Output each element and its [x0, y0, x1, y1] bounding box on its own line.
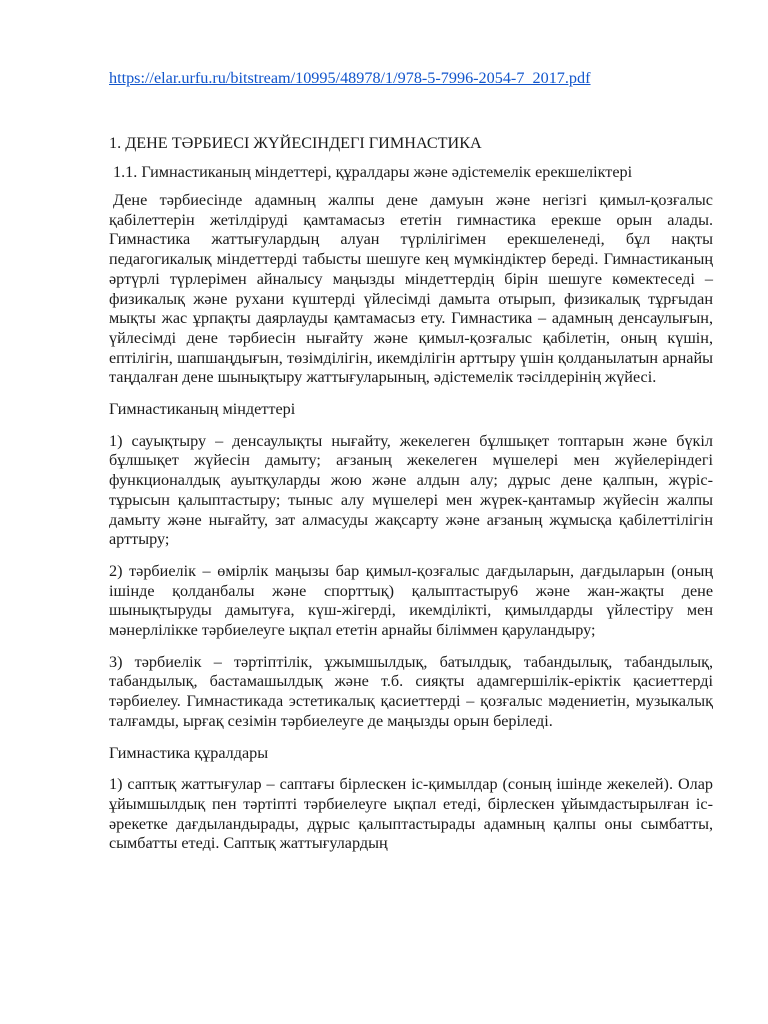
source-link[interactable]: https://elar.urfu.ru/bitstream/10995/48978/1/978-5-7996-2054-7_2017.pdf — [109, 69, 591, 87]
intro-paragraph: Дене тәрбиесінде адамның жалпы дене дамуын және негізгі қимыл-қозғалыс қабілеттерін жетілдіруді қамтамасыз ететін гимнастика ерекше орын алады. Гимнастика жаттығулардың алуан түрлілігімен ерекшеленеді, бұл нақты педагогикалық міндеттерді табысты шешуге кең мүмкіндіктер береді. Гимнастиканың әртүрлі түрлерімен айналысу маңызды міндеттердің бірін шешуге көмектеседі – физикалық және рухани күштерді үйлесімді дамыта отырып, физикалық тұрғыдан мықты жас ұрпақты даярлауды қамтамасыз ету. Гимнастика – адамның денсаулығын, үйлесімді дене тәрбиесін нығайту және қимыл-қозғалыс қабілетін, оның күшін, ептілігін, шапшаңдығын, төзімділігін, икемділігін арттыру үшін қолданылатын арнайы таңдалған дене шынықтыру жаттығуларының, әдістемелік тәсілдерінің жүйесі. — [109, 191, 713, 387]
tasks-heading: Гимнастиканың міндеттері — [109, 400, 296, 419]
document-page — [109, 66, 713, 854]
means-heading: Гимнастика құралдары — [109, 743, 269, 762]
task-item-1: 1) сауықтыру – денсаулықты нығайту, жекелеген бұлшықет топтарын және бүкіл бұлшықет жүйесін дамыту; ағзаның жекелеген мүшелері мен жүйелеріндегі функционалдық ауытқуларды жою және алдын алу; дұрыс дене қалпын, жүріс-тұрысын қалыптастыру; тыныс алу мүшелері мен жүрек-қантамыр жүйесін жалпы дамыту және нығайту, зат алмасуды жақсарту және ағзаның жұмысқа қабілеттілігін арттыру; — [109, 431, 713, 549]
task-item-3: 3) тәрбиелік – тәртіптілік, ұжымшылдық, батылдық, табандылық, табандылық, табандылық, бастамашылдық және т.б. сияқты адамгершілік-еріктік қасиеттерді тәрбиелеу. Гимнастикада эстетикалық қасиеттерді – қозғалыс мәдениетін, музыкалық талғамды, ырғақ сезімін тәрбиелеуге де маңызды орын беріледі. — [109, 652, 713, 730]
means-item-1: 1) саптық жаттығулар – саптағы бірлескен іс-қимылдар (соның ішінде жекелей). Олар ұйымшылдық пен тәртіпті тәрбиелеуге ықпал етеді, бірлескен ұйымдастырылған іс-әрекетке дағдыландырады, дұрыс қалыптастырады адамның қалпы оны сымбатты, сымбатты етеді. Саптық жаттығулардың — [109, 775, 713, 853]
task-item-2: 2) тәрбиелік – өмірлік маңызы бар қимыл-қозғалыс дағдыларын, дағдыларын (оның ішінде қолданбалы және спорттық) қалыптастыру6 және жан-жақты дене шынықтыруды дамытуға, күш-жігерді, икемділікті, қимылдарды үйлестіру мен мәнерлілікке тәрбиелеуге ықпал ететін арнайы біліммен қаруландыру; — [109, 561, 713, 640]
section-heading: 1.1. Гимнастиканың міндеттері, құралдары және әдістемелік ерекшеліктері — [113, 163, 633, 181]
chapter-heading: 1. ДЕНЕ ТӘРБИЕСІ ЖҮЙЕСІНДЕГІ ГИМНАСТИКА — [109, 134, 482, 152]
